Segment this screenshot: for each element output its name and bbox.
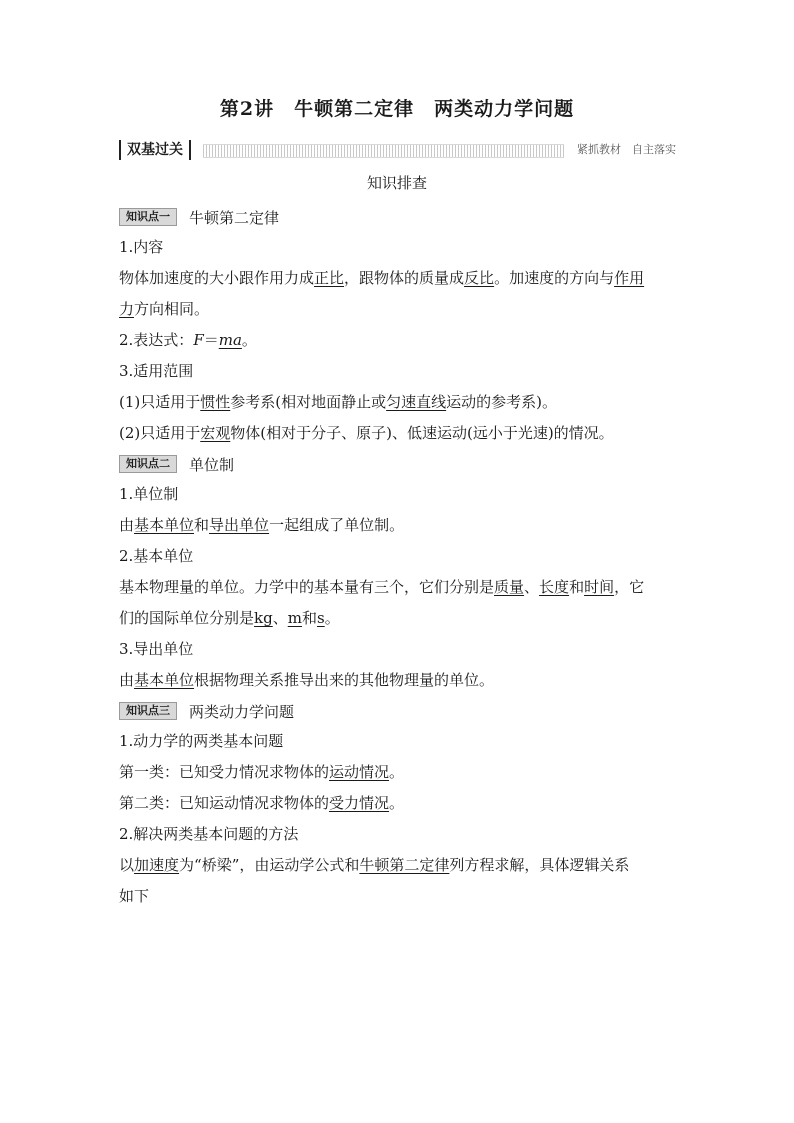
section-header — [119, 140, 676, 160]
answer-text: s — [316, 609, 325, 627]
answer-text: 时间 — [584, 578, 615, 596]
knowledge-point-2-header — [119, 449, 676, 479]
text: 们的国际单位分别是 — [119, 609, 255, 627]
text: 运动的参考系)。 — [446, 393, 557, 411]
text: 。 — [389, 794, 405, 812]
heading-method: 2.解决两类基本问题的方法 — [119, 825, 299, 843]
paragraph-line — [119, 850, 676, 881]
text: 第二类：已知运动情况求物体的 — [119, 794, 330, 812]
answer-text: 质量 — [494, 578, 525, 596]
paragraph-line: 如下 — [119, 887, 150, 905]
heading-content: 1.内容 — [119, 238, 164, 256]
answer-text: 反比 — [464, 269, 495, 287]
knowledge-point-3-header — [119, 696, 676, 726]
answer-text: 加速度 — [134, 856, 180, 874]
text: 一起组成了单位制。 — [269, 516, 405, 534]
paragraph-line — [119, 757, 676, 788]
paragraph-line — [119, 603, 676, 634]
heading-unit-system: 1.单位制 — [119, 485, 179, 503]
text: 物体加速度的大小跟作用力成 — [119, 269, 315, 287]
text: ，它 — [614, 578, 645, 596]
text: 、 — [524, 578, 540, 596]
text: 、 — [272, 609, 288, 627]
section-divider-stripe — [203, 144, 564, 158]
text: 。 — [389, 763, 405, 781]
text: 根据物理关系推导出来的其他物理量的单位。 — [194, 671, 495, 689]
text: 第一类：已知受力情况求物体的 — [119, 763, 330, 781]
section-tagline: 紧抓教材 自主落实 — [577, 143, 676, 156]
paragraph-line — [119, 418, 676, 449]
paragraph-line — [119, 263, 676, 294]
text: 和 — [194, 516, 210, 534]
answer-text: 运动情况 — [329, 763, 390, 781]
section-label: 双基过关 — [119, 140, 191, 160]
formula-line — [119, 325, 676, 356]
text: 。 — [241, 331, 257, 349]
text: 和 — [301, 609, 317, 627]
answer-text: 匀速直线 — [386, 393, 447, 411]
answer-text: 受力情况 — [329, 794, 390, 812]
knowledge-point-title: 单位制 — [189, 455, 235, 474]
paragraph-line — [119, 572, 676, 603]
text: 。加速度的方向与 — [494, 269, 615, 287]
text: 由 — [119, 516, 135, 534]
text: 由 — [119, 671, 135, 689]
knowledge-point-1-header — [119, 202, 676, 232]
text: 方向相同。 — [134, 300, 210, 318]
answer-text: 力 — [119, 300, 135, 318]
content-body — [119, 202, 676, 912]
text: (2)只适用于 — [119, 424, 201, 442]
text: 和 — [569, 578, 585, 596]
answer-text: kg — [254, 609, 273, 627]
text: 物体(相对于分子、原子)、低速运动(远小于光速)的情况。 — [230, 424, 614, 442]
answer-text: 导出单位 — [209, 516, 270, 534]
answer-text: 宏观 — [200, 424, 231, 442]
knowledge-point-title: 两类动力学问题 — [189, 702, 295, 721]
answer-text: 长度 — [539, 578, 570, 596]
answer-text: 正比 — [314, 269, 345, 287]
heading-base-units: 2.基本单位 — [119, 547, 194, 565]
text: 列方程求解，具体逻辑关系 — [449, 856, 630, 874]
knowledge-point-tag: 知识点二 — [119, 455, 177, 473]
answer-text: 基本单位 — [134, 516, 195, 534]
answer-text: 牛顿第二定律 — [359, 856, 450, 874]
knowledge-point-tag: 知识点一 — [119, 208, 177, 226]
answer-text: 作用 — [614, 269, 645, 287]
answer-text: m — [287, 609, 302, 627]
paragraph-line — [119, 665, 676, 696]
text: (1)只适用于 — [119, 393, 201, 411]
text: 参考系(相对地面静止或 — [230, 393, 387, 411]
paragraph-line — [119, 788, 676, 819]
text: ＝ — [203, 331, 219, 349]
paragraph-line — [119, 294, 676, 325]
page-title: 第2讲 牛顿第二定律 两类动力学问题 — [219, 98, 575, 120]
text: 为“桥梁”，由运动学公式和 — [179, 856, 360, 874]
paragraph-line — [119, 510, 676, 541]
heading-two-problems: 1.动力学的两类基本问题 — [119, 732, 284, 750]
paragraph-line — [119, 387, 676, 418]
answer-text: 基本单位 — [134, 671, 195, 689]
subsection-title: 知识排查 — [366, 174, 427, 192]
heading-scope: 3.适用范围 — [119, 362, 194, 380]
text: 2.表达式： — [119, 331, 194, 349]
heading-derived-units: 3.导出单位 — [119, 640, 194, 658]
answer-text: 惯性 — [200, 393, 231, 411]
text: 基本物理量的单位。力学中的基本量有三个，它们分别是 — [119, 578, 495, 596]
answer-text: ma — [218, 331, 242, 349]
text: 。 — [324, 609, 340, 627]
knowledge-point-title: 牛顿第二定律 — [189, 208, 280, 227]
formula-symbol: F — [193, 331, 204, 349]
text: ，跟物体的质量成 — [344, 269, 465, 287]
knowledge-point-tag: 知识点三 — [119, 702, 177, 720]
text: 以 — [119, 856, 135, 874]
